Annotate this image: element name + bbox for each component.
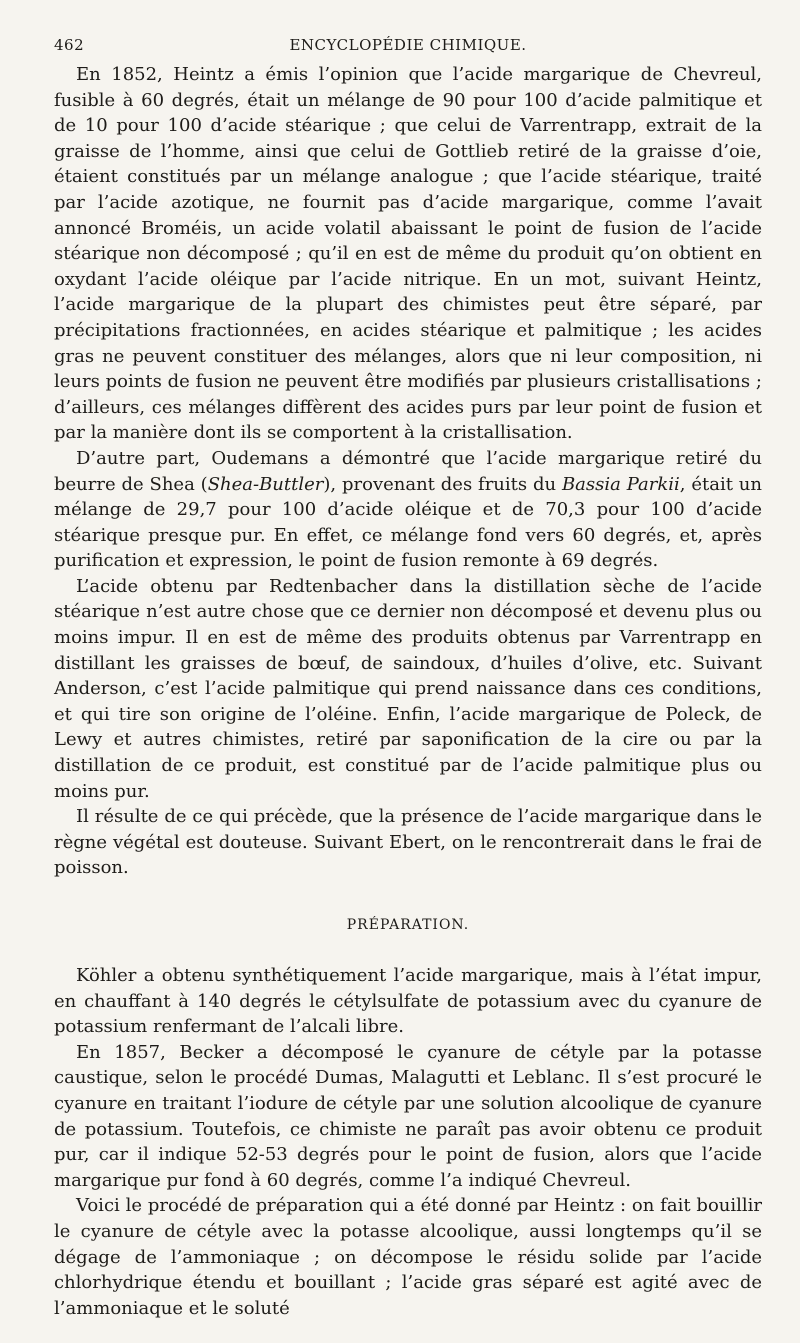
paragraph-conclusion: Il résulte de ce qui précède, que la présence de l’acide margarique dans le règne végétal est douteuse. Suivant Ebert, on le rencontrerait dans le frai de poisson. [54,806,762,879]
body-text [54,62,762,1321]
page-number: 462 [54,36,85,54]
paragraph-text: ), provenant des fruits du [323,473,562,495]
paragraph-oudemans [54,446,762,574]
running-header [54,36,762,62]
italic-term: Bassia Parkii [561,473,680,495]
italic-term: Shea-Buttler [207,473,324,495]
paragraph-redtenbacher: L’acide obtenu par Redtenbacher dans la distillation sèche de l’acide stéarique n’est autre chose que ce dernier non décomposé et devenu plus ou moins impur. Il en est de même des produits obtenus par Varrentrapp en distillant les graisses de bœuf, de saindoux, d’huiles d’olive, etc. Suivant Anderson, c’est l’acide palmitique qui prend naissance dans ces conditions, et qui tire son origine de l’oléine. Enfin, l’acide margarique de Poleck, de Lewy et autres chimistes, retiré par saponification de la cire ou par la distillation de ce produit, est constitué par de l’acide palmitique plus ou moins pur. [54,575,762,802]
paragraph-text: D’autre part, Oudemans a démontré que l’acide margarique retiré du beurre de Shea ( [54,447,762,495]
paragraph-kohler: Köhler a obtenu synthétiquement l’acide margarique, mais à l’état impur, en chauffant à 140 degrés le cétylsulfate de potassium avec du cyanure de potassium renfermant de l’alcali libre. [54,965,762,1038]
running-title: ENCYCLOPÉDIE CHIMIQUE. [289,36,527,54]
section-heading-preparation: PRÉPARATION. [346,917,470,933]
paragraph-text: , était un mélange de 29,7 pour 100 d’acide oléique et de 70,3 pour 100 d’acide stéarique presque pur. En effet, ce mélange fond vers 60 degrés, et, après purification et expression, le point de fusion remonte à 69 degrés. [54,473,762,572]
paragraph-heintz-procedure: Voici le procédé de préparation qui a été donné par Heintz : on fait bouillir le cyanure de cétyle avec la potasse alcoolique, aussi longtemps qu’il se dégage de l’ammoniaque ; on décompose le résidu solide par l’acide chlorhydrique étendu et bouillant ; l’acide gras séparé est agité avec de l’ammoniaque et le soluté [54,1195,762,1319]
paragraph-becker: En 1857, Becker a décomposé le cyanure de cétyle par la potasse caustique, selon le procédé Dumas, Malagutti et Leblanc. Il s’est procuré le cyanure en traitant l’iodure de cétyle par une solution alcoolique de cyanure de potassium. Toutefois, ce chimiste ne paraît pas avoir obtenu ce produit pur, car il indique 52-53 degrés pour le point de fusion, alors que l’acide margarique pur fond à 60 degrés, comme l’a indiqué Chevreul. [54,1041,762,1191]
paragraph-heintz-opinion: En 1852, Heintz a émis l’opinion que l’acide margarique de Chevreul, fusible à 60 degrés, était un mélange de 90 pour 100 d’acide palmitique et de 10 pour 100 d’acide stéarique ; que celui de Varrentrapp, extrait de la graisse de l’homme, ainsi que celui de Gottlieb retiré de la graisse d’oie, étaient constitués par un mélange analogue ; que l’acide stéarique, traité par l’acide azotique, ne fournit pas d’acide margarique, comme l’avait annoncé Broméis, un acide volatil abaissant le point de fusion de l’acide stéarique non décomposé ; qu’il en est de même du produit qu’on obtient en oxydant l’acide oléique par l’acide nitrique. En un mot, suivant Heintz, l’acide margarique de la plupart des chimistes peut être séparé, par précipitations fractionnées, en acides stéarique et palmitique ; les acides gras ne peuvent constituer des mélanges, alors que ni leur composition, ni leurs points de fusion ne peuvent être modifiés par plusieurs cristallisations ; d’ailleurs, ces mélanges diffèrent des acides purs par leur point de fusion et par la manière dont ils se comportent à la cristallisation. [54,64,762,444]
